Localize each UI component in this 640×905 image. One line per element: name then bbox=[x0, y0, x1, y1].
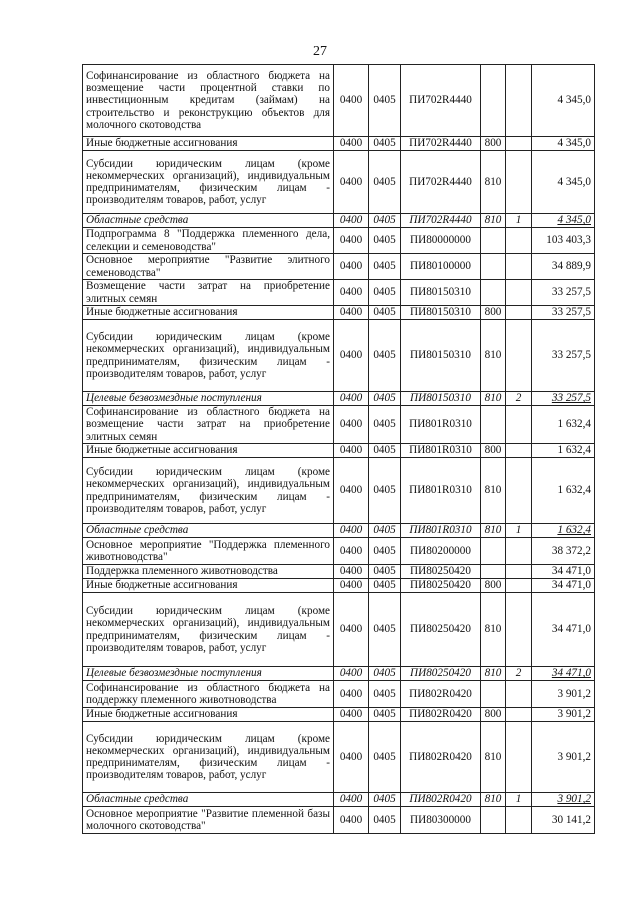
row-description: Субсидии юридическим лицам (кроме некоммерческих организаций), индивидуальным предпринимателям, физическим лицам - производителям товаров, работ, услуг bbox=[83, 320, 334, 392]
expense-type-code: 810 bbox=[481, 667, 506, 681]
row-description: Основное мероприятие "Поддержка племенного животноводства" bbox=[83, 538, 334, 565]
section-code: 0400 bbox=[334, 722, 369, 793]
section-code: 0400 bbox=[334, 708, 369, 722]
subsection-code: 0405 bbox=[369, 280, 401, 306]
amount-value: 103 403,3 bbox=[532, 228, 595, 254]
row-description: Иные бюджетные ассигнования bbox=[83, 306, 334, 320]
expense-type-code bbox=[481, 280, 506, 306]
funding-source-code: 2 bbox=[506, 667, 532, 681]
target-article-code: ПИ702R4440 bbox=[401, 214, 481, 228]
section-code: 0400 bbox=[334, 793, 369, 807]
row-description: Основное мероприятие "Развитие элитного семеноводства" bbox=[83, 254, 334, 280]
table-row bbox=[83, 392, 595, 406]
section-code: 0400 bbox=[334, 524, 369, 538]
target-article-code: ПИ801R0310 bbox=[401, 458, 481, 524]
subsection-code: 0405 bbox=[369, 444, 401, 458]
amount-value: 3 901,2 bbox=[532, 708, 595, 722]
amount-value-text: 34 471,0 bbox=[551, 667, 591, 680]
subsection-code: 0405 bbox=[369, 306, 401, 320]
expense-type-code: 810 bbox=[481, 458, 506, 524]
amount-value: 3 901,2 bbox=[532, 681, 595, 708]
amount-value: 1 632,4 bbox=[532, 406, 595, 444]
target-article-code: ПИ802R0420 bbox=[401, 681, 481, 708]
amount-value: 34 471,0 bbox=[532, 593, 595, 667]
table-row bbox=[83, 579, 595, 593]
subsection-code: 0405 bbox=[369, 214, 401, 228]
table-row bbox=[83, 722, 595, 793]
amount-value bbox=[532, 392, 595, 406]
funding-source-code bbox=[506, 280, 532, 306]
table-row bbox=[83, 524, 595, 538]
amount-value: 33 257,5 bbox=[532, 280, 595, 306]
funding-source-code bbox=[506, 228, 532, 254]
row-description: Иные бюджетные ассигнования bbox=[83, 444, 334, 458]
expense-type-code: 810 bbox=[481, 392, 506, 406]
section-code: 0400 bbox=[334, 65, 369, 137]
table-row bbox=[83, 306, 595, 320]
target-article-code: ПИ801R0310 bbox=[401, 524, 481, 538]
section-code: 0400 bbox=[334, 538, 369, 565]
section-code: 0400 bbox=[334, 458, 369, 524]
amount-value: 34 471,0 bbox=[532, 579, 595, 593]
target-article-code: ПИ80250420 bbox=[401, 593, 481, 667]
budget-table-body bbox=[83, 65, 595, 834]
expense-type-code: 800 bbox=[481, 444, 506, 458]
amount-value: 33 257,5 bbox=[532, 320, 595, 392]
subsection-code: 0405 bbox=[369, 254, 401, 280]
row-description: Поддержка племенного животноводства bbox=[83, 565, 334, 579]
expense-type-code bbox=[481, 681, 506, 708]
amount-value bbox=[532, 667, 595, 681]
target-article-code: ПИ80250420 bbox=[401, 565, 481, 579]
amount-value: 33 257,5 bbox=[532, 306, 595, 320]
expense-type-code bbox=[481, 65, 506, 137]
funding-source-code: 1 bbox=[506, 214, 532, 228]
table-row bbox=[83, 65, 595, 137]
amount-value-text: 4 345,0 bbox=[557, 214, 591, 227]
amount-value: 34 471,0 bbox=[532, 565, 595, 579]
expense-type-code bbox=[481, 228, 506, 254]
target-article-code: ПИ80250420 bbox=[401, 667, 481, 681]
target-article-code: ПИ801R0310 bbox=[401, 406, 481, 444]
expense-type-code bbox=[481, 406, 506, 444]
expense-type-code: 810 bbox=[481, 214, 506, 228]
funding-source-code bbox=[506, 137, 532, 151]
section-code: 0400 bbox=[334, 137, 369, 151]
expense-type-code: 810 bbox=[481, 320, 506, 392]
amount-value: 30 141,2 bbox=[532, 807, 595, 834]
target-article-code: ПИ80150310 bbox=[401, 320, 481, 392]
section-code: 0400 bbox=[334, 807, 369, 834]
expense-type-code: 810 bbox=[481, 793, 506, 807]
row-description: Возмещение части затрат на приобретение элитных семян bbox=[83, 280, 334, 306]
subsection-code: 0405 bbox=[369, 565, 401, 579]
row-description: Субсидии юридическим лицам (кроме некоммерческих организаций), индивидуальным предпринимателям, физическим лицам - производителям товаров, работ, услуг bbox=[83, 458, 334, 524]
table-row bbox=[83, 793, 595, 807]
row-description: Софинансирование из областного бюджета на возмещение части затрат на приобретение элитных семян bbox=[83, 406, 334, 444]
section-code: 0400 bbox=[334, 444, 369, 458]
funding-source-code bbox=[506, 254, 532, 280]
amount-value: 4 345,0 bbox=[532, 65, 595, 137]
target-article-code: ПИ802R0420 bbox=[401, 793, 481, 807]
subsection-code: 0405 bbox=[369, 793, 401, 807]
funding-source-code bbox=[506, 681, 532, 708]
funding-source-code bbox=[506, 538, 532, 565]
subsection-code: 0405 bbox=[369, 708, 401, 722]
row-description: Иные бюджетные ассигнования bbox=[83, 137, 334, 151]
amount-value: 1 632,4 bbox=[532, 458, 595, 524]
subsection-code: 0405 bbox=[369, 458, 401, 524]
amount-value: 4 345,0 bbox=[532, 137, 595, 151]
expense-type-code bbox=[481, 565, 506, 579]
expense-type-code bbox=[481, 807, 506, 834]
amount-value: 4 345,0 bbox=[532, 151, 595, 214]
section-code: 0400 bbox=[334, 151, 369, 214]
row-description: Подпрограмма 8 "Поддержка племенного дела, селекции и семеноводства" bbox=[83, 228, 334, 254]
table-row bbox=[83, 280, 595, 306]
target-article-code: ПИ802R0420 bbox=[401, 708, 481, 722]
expense-type-code: 800 bbox=[481, 137, 506, 151]
row-description: Иные бюджетные ассигнования bbox=[83, 579, 334, 593]
funding-source-code bbox=[506, 406, 532, 444]
table-row bbox=[83, 538, 595, 565]
table-row bbox=[83, 320, 595, 392]
subsection-code: 0405 bbox=[369, 392, 401, 406]
target-article-code: ПИ80150310 bbox=[401, 306, 481, 320]
subsection-code: 0405 bbox=[369, 320, 401, 392]
subsection-code: 0405 bbox=[369, 524, 401, 538]
row-description: Субсидии юридическим лицам (кроме некоммерческих организаций), индивидуальным предпринимателям, физическим лицам - производителям товаров, работ, услуг bbox=[83, 593, 334, 667]
row-description: Целевые безвозмездные поступления bbox=[83, 392, 334, 406]
funding-source-code bbox=[506, 593, 532, 667]
funding-source-code: 1 bbox=[506, 793, 532, 807]
section-code: 0400 bbox=[334, 406, 369, 444]
table-row bbox=[83, 667, 595, 681]
amount-value: 1 632,4 bbox=[532, 444, 595, 458]
row-description: Софинансирование из областного бюджета на поддержку племенного животноводства bbox=[83, 681, 334, 708]
table-row bbox=[83, 681, 595, 708]
section-code: 0400 bbox=[334, 214, 369, 228]
table-row bbox=[83, 228, 595, 254]
table-row bbox=[83, 254, 595, 280]
expense-type-code: 810 bbox=[481, 151, 506, 214]
subsection-code: 0405 bbox=[369, 681, 401, 708]
section-code: 0400 bbox=[334, 593, 369, 667]
section-code: 0400 bbox=[334, 681, 369, 708]
table-row bbox=[83, 406, 595, 444]
subsection-code: 0405 bbox=[369, 722, 401, 793]
budget-table bbox=[82, 64, 595, 834]
table-row bbox=[83, 593, 595, 667]
target-article-code: ПИ802R0420 bbox=[401, 722, 481, 793]
expense-type-code: 810 bbox=[481, 722, 506, 793]
funding-source-code bbox=[506, 306, 532, 320]
amount-value-text: 3 901,2 bbox=[557, 793, 591, 806]
subsection-code: 0405 bbox=[369, 228, 401, 254]
row-description: Субсидии юридическим лицам (кроме некоммерческих организаций), индивидуальным предпринимателям, физическим лицам - производителям товаров, работ, услуг bbox=[83, 722, 334, 793]
row-description: Областные средства bbox=[83, 524, 334, 538]
expense-type-code: 800 bbox=[481, 579, 506, 593]
row-description: Основное мероприятие "Развитие племенной базы молочного скотоводства" bbox=[83, 807, 334, 834]
target-article-code: ПИ80250420 bbox=[401, 579, 481, 593]
table-row bbox=[83, 214, 595, 228]
section-code: 0400 bbox=[334, 579, 369, 593]
target-article-code: ПИ702R4440 bbox=[401, 137, 481, 151]
target-article-code: ПИ80100000 bbox=[401, 254, 481, 280]
expense-type-code: 810 bbox=[481, 593, 506, 667]
row-description: Целевые безвозмездные поступления bbox=[83, 667, 334, 681]
subsection-code: 0405 bbox=[369, 667, 401, 681]
subsection-code: 0405 bbox=[369, 593, 401, 667]
funding-source-code bbox=[506, 458, 532, 524]
row-description: Субсидии юридическим лицам (кроме некоммерческих организаций), индивидуальным предпринимателям, физическим лицам - производителям товаров, работ, услуг bbox=[83, 151, 334, 214]
expense-type-code: 800 bbox=[481, 306, 506, 320]
target-article-code: ПИ80150310 bbox=[401, 392, 481, 406]
table-row bbox=[83, 458, 595, 524]
subsection-code: 0405 bbox=[369, 807, 401, 834]
target-article-code: ПИ80000000 bbox=[401, 228, 481, 254]
amount-value bbox=[532, 524, 595, 538]
funding-source-code bbox=[506, 807, 532, 834]
funding-source-code: 1 bbox=[506, 524, 532, 538]
target-article-code: ПИ702R4440 bbox=[401, 65, 481, 137]
table-row bbox=[83, 137, 595, 151]
target-article-code: ПИ80150310 bbox=[401, 280, 481, 306]
section-code: 0400 bbox=[334, 565, 369, 579]
target-article-code: ПИ80300000 bbox=[401, 807, 481, 834]
amount-value-text: 33 257,5 bbox=[551, 392, 591, 405]
section-code: 0400 bbox=[334, 254, 369, 280]
funding-source-code bbox=[506, 722, 532, 793]
section-code: 0400 bbox=[334, 306, 369, 320]
target-article-code: ПИ801R0310 bbox=[401, 444, 481, 458]
expense-type-code bbox=[481, 538, 506, 565]
funding-source-code bbox=[506, 579, 532, 593]
row-description: Областные средства bbox=[83, 214, 334, 228]
target-article-code: ПИ702R4440 bbox=[401, 151, 481, 214]
subsection-code: 0405 bbox=[369, 65, 401, 137]
table-row bbox=[83, 151, 595, 214]
table-row bbox=[83, 708, 595, 722]
amount-value: 3 901,2 bbox=[532, 722, 595, 793]
amount-value: 34 889,9 bbox=[532, 254, 595, 280]
section-code: 0400 bbox=[334, 228, 369, 254]
section-code: 0400 bbox=[334, 392, 369, 406]
subsection-code: 0405 bbox=[369, 151, 401, 214]
table-row bbox=[83, 565, 595, 579]
expense-type-code: 810 bbox=[481, 524, 506, 538]
amount-value bbox=[532, 793, 595, 807]
funding-source-code bbox=[506, 708, 532, 722]
subsection-code: 0405 bbox=[369, 579, 401, 593]
row-description: Иные бюджетные ассигнования bbox=[83, 708, 334, 722]
funding-source-code bbox=[506, 151, 532, 214]
subsection-code: 0405 bbox=[369, 406, 401, 444]
funding-source-code: 2 bbox=[506, 392, 532, 406]
amount-value: 38 372,2 bbox=[532, 538, 595, 565]
funding-source-code bbox=[506, 565, 532, 579]
table-row bbox=[83, 807, 595, 834]
funding-source-code bbox=[506, 320, 532, 392]
section-code: 0400 bbox=[334, 320, 369, 392]
section-code: 0400 bbox=[334, 667, 369, 681]
amount-value bbox=[532, 214, 595, 228]
subsection-code: 0405 bbox=[369, 538, 401, 565]
page-number: 27 bbox=[313, 44, 327, 59]
subsection-code: 0405 bbox=[369, 137, 401, 151]
table-row bbox=[83, 444, 595, 458]
funding-source-code bbox=[506, 65, 532, 137]
target-article-code: ПИ80200000 bbox=[401, 538, 481, 565]
expense-type-code: 800 bbox=[481, 708, 506, 722]
section-code: 0400 bbox=[334, 280, 369, 306]
amount-value-text: 1 632,4 bbox=[557, 524, 591, 537]
row-description: Софинансирование из областного бюджета на возмещение части процентной ставки по инвестиционным кредитам (займам) на строительство и реконструкцию объектов для молочного скотоводства bbox=[83, 65, 334, 137]
row-description: Областные средства bbox=[83, 793, 334, 807]
expense-type-code bbox=[481, 254, 506, 280]
funding-source-code bbox=[506, 444, 532, 458]
